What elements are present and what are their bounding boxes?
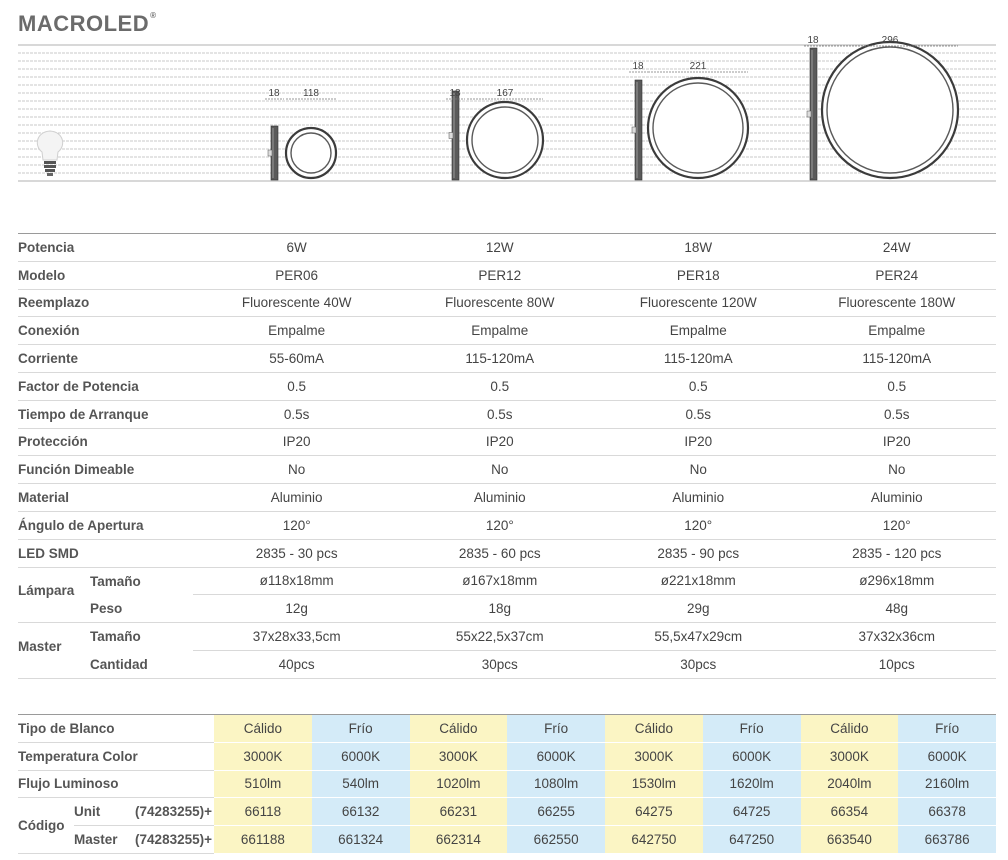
- diameter-label: 167: [496, 88, 514, 99]
- color-value: 6000K: [703, 742, 801, 770]
- spec-row-master-cantidad: [18, 650, 996, 678]
- spec-value: 40pcs: [193, 650, 401, 678]
- color-value: Cálido: [801, 715, 899, 743]
- spec-value: 0.5: [193, 372, 401, 400]
- panel-1: [265, 88, 336, 180]
- spec-group-label: [18, 595, 193, 623]
- product-dimension-figure: [0, 0, 1008, 200]
- master-label: Master: [18, 638, 62, 654]
- codigo-value: 66118: [214, 798, 312, 826]
- spec-value: Fluorescente 40W: [193, 289, 401, 317]
- bulb-icon: [37, 131, 62, 176]
- color-row-codigo-master: [18, 826, 996, 854]
- color-value: 2040lm: [801, 770, 899, 798]
- spec-row-conexion: [18, 317, 996, 345]
- spec-value: 29g: [599, 595, 797, 623]
- color-value: 3000K: [214, 742, 312, 770]
- diameter-label: 296: [881, 35, 899, 46]
- spec-value: ø221x18mm: [599, 567, 797, 595]
- spec-value: ø118x18mm: [193, 567, 401, 595]
- spec-value: ø167x18mm: [401, 567, 599, 595]
- spec-value: 0.5s: [599, 400, 797, 428]
- color-label: Flujo Luminoso: [18, 770, 214, 798]
- spec-value: 115-120mA: [599, 345, 797, 373]
- color-value: 1020lm: [410, 770, 508, 798]
- codigo-value: 661188: [214, 826, 312, 854]
- codigo-prefix: (74283255)+: [135, 804, 212, 820]
- spec-row-master-tamano: [18, 623, 996, 651]
- spec-value: 2835 - 30 pcs: [193, 539, 401, 567]
- sub-label: Tamaño: [90, 573, 141, 589]
- codigo-value: 64725: [703, 798, 801, 826]
- spec-row-modelo: [18, 261, 996, 289]
- spec-label: Conexión: [18, 317, 193, 345]
- spec-row-dimeable: [18, 456, 996, 484]
- spec-label: Reemplazo: [18, 289, 193, 317]
- panel-4: [804, 35, 958, 180]
- spec-row-lampara-tamano: [18, 567, 996, 595]
- color-value: Frío: [898, 715, 996, 743]
- spec-value: 0.5s: [401, 400, 599, 428]
- codigo-value: 66354: [801, 798, 899, 826]
- spec-value: 30pcs: [401, 650, 599, 678]
- color-value: Frío: [312, 715, 410, 743]
- spec-row-corriente: [18, 345, 996, 373]
- spec-value: PER12: [401, 261, 599, 289]
- spec-label: Tiempo de Arranque: [18, 400, 193, 428]
- spec-value: 120°: [797, 511, 996, 539]
- codigo-label: Código: [18, 798, 74, 854]
- sub-label: Cantidad: [90, 656, 148, 672]
- codigo-value: 647250: [703, 826, 801, 854]
- sub-label: Peso: [90, 601, 123, 616]
- panel-illustrations: [265, 35, 958, 180]
- diameter-label: 118: [303, 88, 319, 99]
- codigo-value: 66231: [410, 798, 508, 826]
- color-value: Cálido: [410, 715, 508, 743]
- color-label: Temperatura Color: [18, 742, 214, 770]
- color-value: Cálido: [605, 715, 703, 743]
- codigo-sub-label: [74, 826, 214, 854]
- spec-value: 2835 - 120 pcs: [797, 539, 996, 567]
- spec-value: 24W: [797, 234, 996, 262]
- spec-value: 37x32x36cm: [797, 623, 996, 651]
- thickness-label: 18: [449, 88, 461, 99]
- color-label: Tipo de Blanco: [18, 715, 214, 743]
- lampara-label: Lámpara: [18, 583, 75, 599]
- spec-value: 0.5s: [797, 400, 996, 428]
- spec-value: Aluminio: [599, 484, 797, 512]
- color-value: 3000K: [410, 742, 508, 770]
- spec-row-potencia: [18, 234, 996, 262]
- spec-value: Aluminio: [797, 484, 996, 512]
- color-value: 1620lm: [703, 770, 801, 798]
- spec-group-label: [18, 567, 193, 599]
- spec-value: Fluorescente 80W: [401, 289, 599, 317]
- spec-label: Factor de Potencia: [18, 372, 193, 400]
- color-value: Frío: [703, 715, 801, 743]
- codigo-value: 662550: [507, 826, 605, 854]
- spec-value: 55-60mA: [193, 345, 401, 373]
- color-row-temperatura: [18, 742, 996, 770]
- color-value: Frío: [507, 715, 605, 743]
- codigo-value: 662314: [410, 826, 508, 854]
- spec-value: 12g: [193, 595, 401, 623]
- spec-row-arranque: [18, 400, 996, 428]
- codigo-prefix: (74283255)+: [135, 832, 212, 848]
- thickness-label: 18: [807, 35, 819, 46]
- spec-value: 55,5x47x29cm: [599, 623, 797, 651]
- spec-value: IP20: [797, 428, 996, 456]
- spec-value: 0.5s: [193, 400, 401, 428]
- spec-value: IP20: [599, 428, 797, 456]
- spec-group-label: [18, 650, 193, 678]
- color-row-flujo: [18, 770, 996, 798]
- spec-value: IP20: [401, 428, 599, 456]
- spec-value: 120°: [599, 511, 797, 539]
- spec-value: 10pcs: [797, 650, 996, 678]
- spec-row-proteccion: [18, 428, 996, 456]
- spec-value: 55x22,5x37cm: [401, 623, 599, 651]
- codigo-type: Master: [74, 832, 118, 848]
- spec-row-reemplazo: [18, 289, 996, 317]
- spec-row-factor: [18, 372, 996, 400]
- color-value: 2160lm: [898, 770, 996, 798]
- color-value: 3000K: [801, 742, 899, 770]
- spec-value: 2835 - 90 pcs: [599, 539, 797, 567]
- codigo-value: 66378: [898, 798, 996, 826]
- codigo-value: 64275: [605, 798, 703, 826]
- spec-value: Empalme: [599, 317, 797, 345]
- spec-label: Potencia: [18, 234, 193, 262]
- spec-value: ø296x18mm: [797, 567, 996, 595]
- color-value: 1530lm: [605, 770, 703, 798]
- spec-value: 18W: [599, 234, 797, 262]
- spec-value: 0.5: [401, 372, 599, 400]
- spec-value: PER18: [599, 261, 797, 289]
- spec-value: No: [797, 456, 996, 484]
- spec-value: No: [193, 456, 401, 484]
- codigo-value: 663786: [898, 826, 996, 854]
- codigo-sub-label: [74, 798, 214, 826]
- spec-value: IP20: [193, 428, 401, 456]
- registered-mark: ®: [150, 11, 157, 20]
- spec-value: Empalme: [797, 317, 996, 345]
- specifications-table: [18, 233, 996, 679]
- spec-row-lampara-peso: [18, 595, 996, 623]
- spec-label: Modelo: [18, 261, 193, 289]
- color-row-tipo: [18, 715, 996, 743]
- spec-value: 48g: [797, 595, 996, 623]
- color-value: 540lm: [312, 770, 410, 798]
- spec-value: Aluminio: [401, 484, 599, 512]
- panel-2: [446, 88, 543, 180]
- spec-value: No: [401, 456, 599, 484]
- brand-name: MACROLED: [18, 11, 150, 36]
- color-row-codigo-unit: [18, 798, 996, 826]
- spec-value: No: [599, 456, 797, 484]
- spec-label: Función Dimeable: [18, 456, 193, 484]
- thickness-label: 18: [268, 88, 280, 99]
- sub-label: Tamaño: [90, 629, 141, 645]
- color-value: Cálido: [214, 715, 312, 743]
- color-codes-table: [18, 714, 996, 854]
- spec-group-label: [18, 623, 193, 654]
- thickness-label: 18: [632, 61, 644, 72]
- codigo-value: 663540: [801, 826, 899, 854]
- spec-value: 18g: [401, 595, 599, 623]
- spec-value: 12W: [401, 234, 599, 262]
- codigo-value: 642750: [605, 826, 703, 854]
- spec-value: Fluorescente 180W: [797, 289, 996, 317]
- spec-row-material: [18, 484, 996, 512]
- codigo-type: Unit: [74, 804, 101, 820]
- spec-value: 115-120mA: [797, 345, 996, 373]
- spec-label: Ángulo de Apertura: [18, 511, 193, 539]
- spec-value: 37x28x33,5cm: [193, 623, 401, 651]
- spec-value: 115-120mA: [401, 345, 599, 373]
- codigo-value: 66132: [312, 798, 410, 826]
- spec-value: 120°: [193, 511, 401, 539]
- spec-row-led: [18, 539, 996, 567]
- spec-value: Empalme: [193, 317, 401, 345]
- spec-value: PER24: [797, 261, 996, 289]
- spec-value: 30pcs: [599, 650, 797, 678]
- codigo-value: 661324: [312, 826, 410, 854]
- color-value: 6000K: [898, 742, 996, 770]
- spec-value: Aluminio: [193, 484, 401, 512]
- color-value: 3000K: [605, 742, 703, 770]
- color-value: 6000K: [507, 742, 605, 770]
- spec-value: Empalme: [401, 317, 599, 345]
- panel-3: [629, 61, 748, 180]
- spec-label: LED SMD: [18, 539, 193, 567]
- spec-value: 2835 - 60 pcs: [401, 539, 599, 567]
- spec-label: Corriente: [18, 345, 193, 373]
- color-value: 510lm: [214, 770, 312, 798]
- spec-label: Material: [18, 484, 193, 512]
- spec-value: 6W: [193, 234, 401, 262]
- color-value: 1080lm: [507, 770, 605, 798]
- codigo-value: 66255: [507, 798, 605, 826]
- spec-value: PER06: [193, 261, 401, 289]
- diameter-label: 221: [689, 61, 707, 72]
- spec-value: 0.5: [599, 372, 797, 400]
- spec-value: 120°: [401, 511, 599, 539]
- spec-value: 0.5: [797, 372, 996, 400]
- spec-row-angulo: [18, 511, 996, 539]
- color-value: 6000K: [312, 742, 410, 770]
- spec-value: Fluorescente 120W: [599, 289, 797, 317]
- spec-label: Protección: [18, 428, 193, 456]
